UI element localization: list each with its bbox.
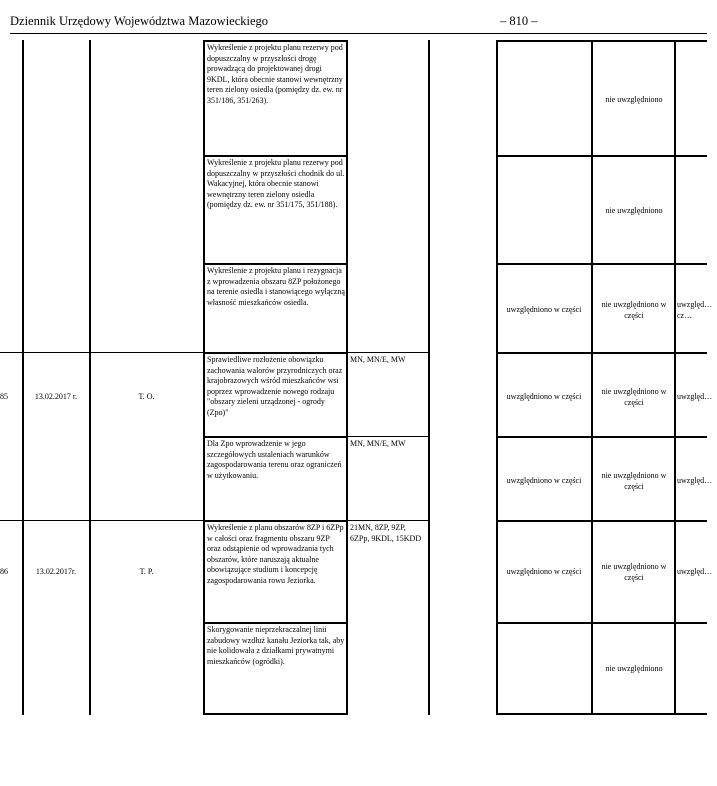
item-text: Dla Zpo wprowadzenie w jego szczegółowych ustaleniach warunków zagospodarowania terenu oraz ograniczeń w użytkowaniu.	[207, 439, 342, 480]
resolution-text: uwzględ…	[677, 567, 713, 576]
res-row-divider	[496, 155, 707, 157]
resolution-text: nie uwzględniono	[605, 206, 663, 215]
area-designation: 21MN, 8ZP, 9ZP, 6ZPp, 9KDL, 15KDD	[350, 523, 422, 543]
entry-date: 13.02.2017 r.	[34, 392, 78, 401]
res-row-divider	[496, 263, 707, 265]
resolution-text: uwzględniono w części	[506, 305, 582, 314]
item-text: Wykreślenie z planu obszarów 8ZP i 6ZPp w całości oraz fragmentu obszaru 9ZP oraz odstąpienie od wprowadzania tych obszarów, które naruszają aktualne obowiązujące studium i koncepcję zagospodarowania rowu Jeziorka.	[207, 523, 344, 585]
item-text: Sprawiedliwe rozłożenie obowiązku zachowania walorów przyrodniczych oraz krajobrazowych wśród mieszkańców wsi poprzez wprowadzenie nowego rodzaju "obszary zieleni urządzonej - ogrody (Zpo)"	[207, 355, 343, 417]
item-text: Wykreślenie z projektu planu rezerwy pod dopuszczalny w przyszłości drogę prowadzącą do projektowanej drogi 9KDL, która obecnie stanowi wewnętrzny teren zielony osiedla (pomiędzy dz. ew. nr 351/186, 351/263).	[207, 43, 343, 105]
entry-number: 86	[0, 567, 8, 576]
row-divider-86-area	[347, 352, 429, 353]
page-number: – 810 –	[500, 14, 538, 28]
res-row-divider	[496, 520, 707, 522]
res-row-divider	[496, 436, 707, 438]
resolution-text: nie uwzględniono	[605, 664, 663, 673]
entry-number: 85	[0, 392, 8, 401]
res-bottom-border	[496, 713, 707, 715]
col-divider-5	[428, 40, 430, 715]
resolution-text: uwzględ… cz…	[677, 300, 713, 320]
area-designation: MN, MN/E, MW	[350, 355, 406, 364]
col-divider-2	[89, 40, 91, 715]
resolution-text: uwzględ…	[677, 392, 713, 401]
res-col-divider-3	[674, 40, 676, 715]
applicant-name: T. P.	[139, 567, 154, 576]
entry-date: 13.02.2017r.	[35, 567, 77, 576]
item-text: Skorygowanie nieprzekraczalnej linii zabudowy wzdłuż kanału Jeziorka tak, aby nie kolidowała z działkami prywatnymi mieszkańców (ogródki).	[207, 625, 345, 666]
row-divider-86c-area	[347, 520, 429, 521]
area-designation: MN, MN/E, MW	[350, 439, 406, 448]
journal-title: Dziennik Urzędowy Województwa Mazowieckiego	[10, 14, 269, 28]
res-top-border	[496, 40, 707, 42]
resolution-text: uwzględ…	[677, 476, 713, 485]
resolution-text: nie uwzględniono w części	[601, 562, 667, 582]
header-divider	[10, 33, 707, 34]
item-text: Wykreślenie z projektu planu rezerwy pod dopuszczalny w przyszłości chodnik do ul. Wakacyjnej, która obecnie stanowi wewnętrzny teren zielony osiedla (pomiędzy dz. ew. nr 351/175, 351/188).	[207, 158, 345, 209]
res-col-divider-1	[496, 40, 498, 715]
resolution-text: uwzględniono w części	[506, 567, 582, 576]
applicant-name: T. O.	[138, 392, 155, 401]
res-row-divider	[496, 622, 707, 624]
resolution-text: uwzględniono w części	[506, 476, 582, 485]
resolution-text: nie uwzględniono	[605, 95, 663, 104]
item-text: Wykreślenie z projektu planu i rezygnacja z wprowadzenia obszaru 8ZP położonego na terenie osiedla i stanowiącego wyłączną własność mieszkańców osiedla.	[207, 266, 345, 307]
row-divider-86b-area	[347, 436, 429, 437]
res-col-divider-2	[591, 40, 593, 715]
resolution-text: nie uwzględniono w części	[601, 300, 667, 320]
resolution-text: nie uwzględniono w części	[601, 471, 667, 491]
row-divider-85	[0, 352, 204, 353]
resolution-text: uwzględniono w części	[506, 392, 582, 401]
row-divider-86	[0, 520, 204, 521]
col-divider-1	[22, 40, 24, 715]
resolution-text: nie uwzględniono w części	[601, 387, 667, 407]
res-row-divider	[496, 352, 707, 354]
